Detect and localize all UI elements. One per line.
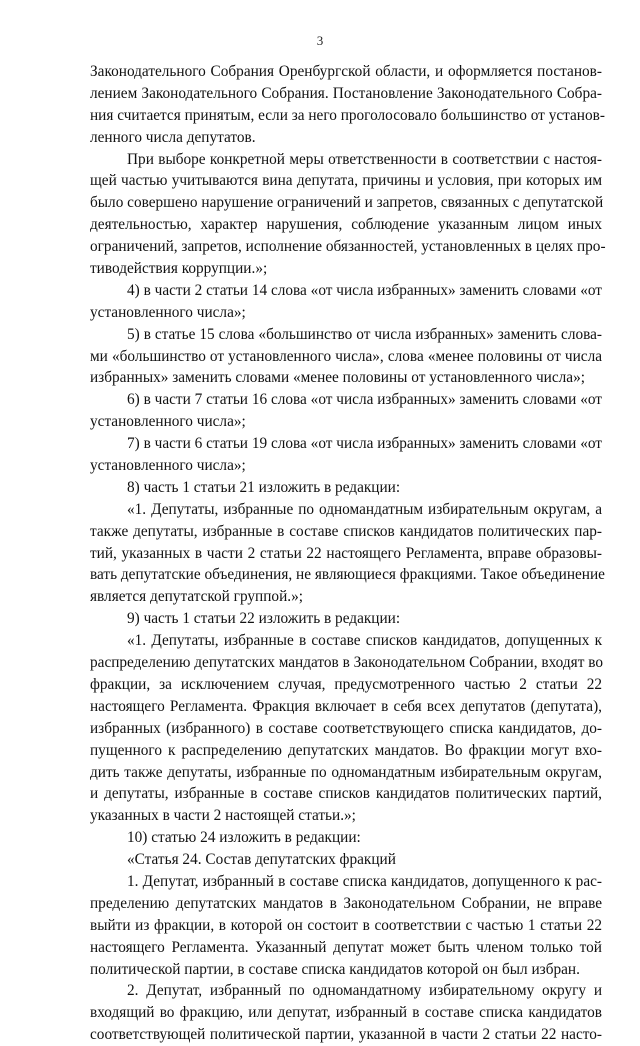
text-line: тий, указанных в части 2 статьи 22 настоящего Регламента, вправе образовы-: [90, 544, 602, 562]
text-line: При выборе конкретной меры ответственности в соответствии с настоя-: [127, 150, 602, 168]
text-line: 2. Депутат, избранный по одномандатному избирательному округу и: [127, 982, 602, 1000]
text-line: дить также депутаты, избранные по одномандатным избирательным округам,: [90, 763, 602, 781]
text-line: 7) в части 6 статьи 19 слова «от числа избранных» заменить словами «от: [127, 435, 602, 453]
text-line: «Статья 24. Состав депутатских фракций: [127, 851, 396, 869]
text-line: настоящего Регламента. Фракция включает в себя всех депутатов (депутата),: [90, 697, 602, 715]
text-line: «1. Депутаты, избранные в составе списков кандидатов, допущенных к: [127, 632, 602, 650]
text-line: лением Законодательного Собрания. Постановление Законодательного Собра-: [90, 84, 602, 102]
text-line: 5) в статье 15 слова «большинство от числа избранных» заменить слова-: [127, 325, 602, 343]
text-line: тиводействия коррупции.»;: [90, 260, 268, 278]
text-line: было совершено нарушение ограничений и запретов, связанных с депутатской: [90, 194, 604, 212]
text-line: вать депутатские объединения, не являющиеся фракциями. Такое объединение: [90, 566, 605, 584]
text-line: щей частью учитываются вина депутата, причины и условия, при которых им: [90, 172, 602, 190]
text-line: распределению депутатских мандатов в Законодательном Собрании, входят во: [90, 654, 603, 672]
document-body: [90, 61, 606, 1046]
text-line: «1. Депутаты, избранные по одномандатным избирательным округам, а: [127, 500, 602, 518]
text-line: установленного числа»;: [90, 457, 246, 475]
text-line: 8) часть 1 статьи 21 изложить в редакции:: [127, 478, 401, 496]
text-line: выйти из фракции, в которой он состоит в соответствии с частью 1 статьи 22: [90, 916, 602, 934]
text-line: 10) статью 24 изложить в редакции:: [127, 829, 361, 847]
text-line: Законодательного Собрания Оренбургской области, и оформляется постанов-: [90, 63, 602, 80]
text-line: избранных (избранного) в составе соответствующего списка кандидатов, до-: [90, 719, 602, 737]
text-line: политической партии, в составе списка кандидатов которой он был избран.: [90, 960, 580, 978]
text-line: пущенного к распределению депутатских мандатов. Во фракции могут вхо-: [90, 741, 602, 759]
text-line: указанных в части 2 настоящей статьи.»;: [90, 807, 356, 825]
text-line: ми «большинство от установленного числа», слова «менее половины от числа: [90, 347, 602, 365]
text-line: настоящего Регламента. Указанный депутат может быть членом только той: [90, 938, 602, 956]
text-line: избранных» заменить словами «менее половины от установленного числа»;: [90, 369, 585, 387]
text-line: является депутатской группой.»;: [90, 588, 303, 606]
text-line: 4) в части 2 статьи 14 слова «от числа избранных» заменить словами «от: [127, 281, 602, 299]
page-number: 3: [316, 33, 324, 48]
text-line: ограничений, запретов, исполнение обязанностей, установленных в целях про-: [90, 238, 606, 256]
text-line: пределению депутатских мандатов в Законодательном Собрании, не вправе: [90, 894, 602, 912]
text-line: установленного числа»;: [90, 413, 246, 431]
text-line: ния считается принятым, если за него проголосовало большинство от установ-: [90, 106, 605, 124]
text-line: и депутаты, избранные в составе списков кандидатов политических партий,: [90, 785, 602, 803]
text-line: фракции, за исключением случая, предусмотренного частью 2 статьи 22: [90, 675, 602, 693]
text-line: ленного числа депутатов.: [90, 128, 256, 146]
text-line: 6) в части 7 статьи 16 слова «от числа избранных» заменить словами «от: [127, 391, 602, 409]
text-line: также депутаты, избранные в составе списков кандидатов политических пар-: [90, 522, 602, 540]
text-line: установленного числа»;: [90, 303, 246, 321]
text-line: 9) часть 1 статьи 22 изложить в редакции:: [127, 610, 401, 628]
text-line: 1. Депутат, избранный в составе списка кандидатов, допущенного к рас-: [127, 872, 602, 890]
text-line: входящий во фракцию, или депутат, избранный в составе списка кандидатов: [90, 1004, 602, 1022]
text-line: соответствующей политической партии, указанной в части 2 статьи 22 насто-: [90, 1026, 602, 1044]
text-line: деятельностью, характер нарушения, соблюдение указанным лицом иных: [90, 216, 602, 234]
